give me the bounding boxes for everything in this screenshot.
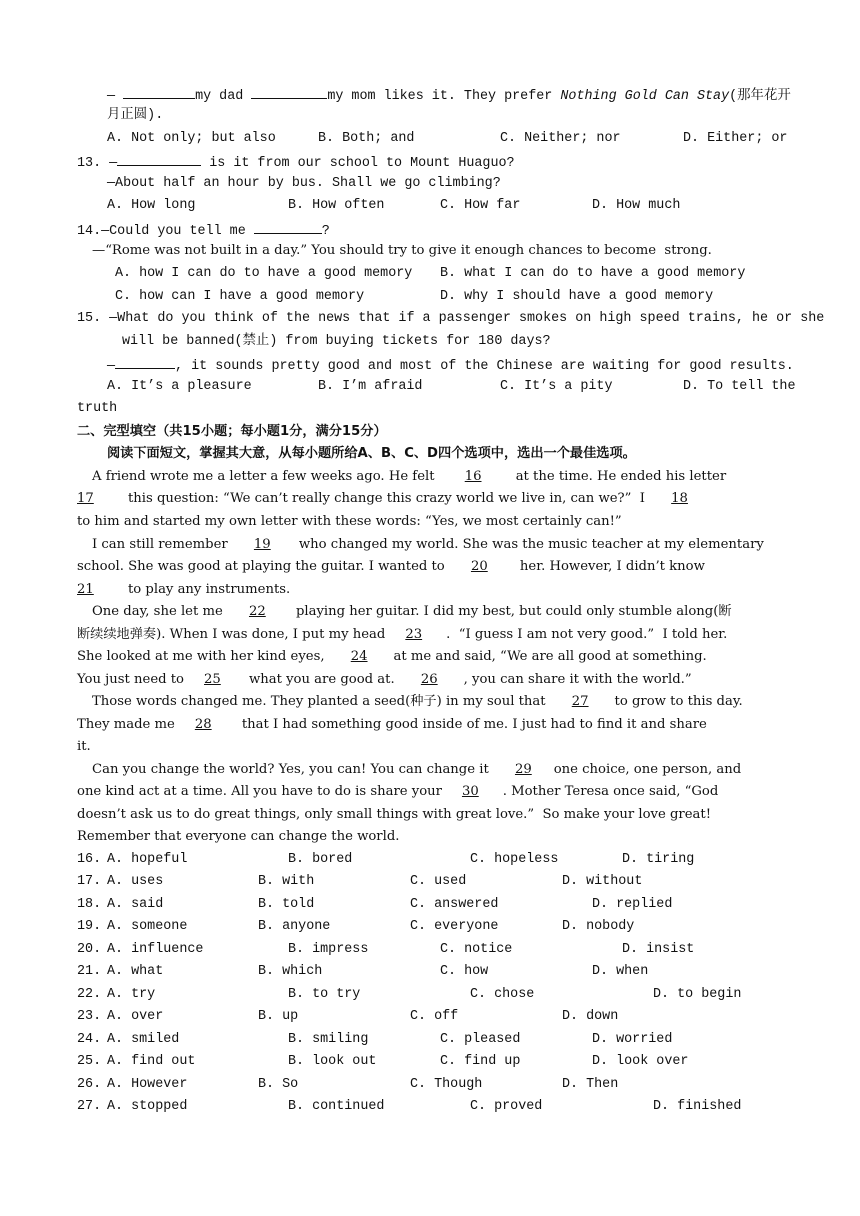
option-b: B. told	[258, 897, 315, 912]
option-a: A. stopped	[107, 1099, 188, 1114]
answer-blank	[123, 84, 195, 99]
text-span: Can you change the world? Yes, you can! You can change it	[92, 762, 493, 777]
q13-option-a: A. How long	[107, 198, 196, 213]
text-span: this question: “We can’t really change this crazy world we live in, can we?” I	[123, 491, 650, 506]
option-b: B. impress	[288, 942, 369, 957]
option-number: 26.	[77, 1077, 102, 1092]
option-a: A. However	[107, 1077, 188, 1092]
text-span: playing her guitar. I did my best, but could only stumble along(断	[291, 604, 732, 619]
blank-27: 27	[571, 694, 589, 709]
passage-p2-line2	[77, 557, 705, 577]
q15-line2: will be banned(禁止) from buying tickets for 180 days?	[122, 334, 551, 349]
option-d: D. without	[562, 874, 643, 889]
text-span: A friend wrote me a letter a few weeks ago. He felt	[92, 469, 439, 484]
option-d: D. worried	[592, 1032, 673, 1047]
option-d: D. Then	[562, 1077, 619, 1092]
text-span: They made me	[77, 717, 175, 732]
option-d: D. nobody	[562, 919, 635, 934]
option-c: C. hopeless	[470, 852, 559, 867]
option-d: D. tiring	[622, 852, 695, 867]
answer-blank	[254, 219, 322, 234]
option-b: B. anyone	[258, 919, 331, 934]
blank-21: 21	[77, 582, 94, 597]
passage-p1-line2	[77, 489, 688, 509]
text-span: her. However, I didn’t know	[515, 559, 705, 574]
blank-22: 22	[248, 604, 266, 619]
option-number: 18.	[77, 897, 102, 912]
q14-option-a: A. how I can do to have a good memory	[115, 266, 413, 281]
q12-option-d: D. Either; or	[683, 131, 788, 146]
passage-p3-line3	[77, 647, 707, 667]
option-a: A. influence	[107, 942, 204, 957]
text-span: at the time. He ended his letter	[511, 469, 727, 484]
film-title: Nothing Gold Can Stay	[560, 89, 730, 104]
blank-24: 24	[350, 649, 368, 664]
blank-30: 30	[461, 784, 479, 799]
q14-option-d: D. why I should have a good memory	[440, 289, 714, 304]
blank-18: 18	[671, 491, 688, 506]
text-span: who changed my world. She was the music teacher at my elementary	[294, 537, 764, 552]
text-span: to play any instruments.	[123, 582, 291, 597]
blank-23: 23	[405, 627, 423, 642]
option-d: D. insist	[622, 942, 695, 957]
passage-p4-line1	[92, 692, 743, 712]
option-c: C. off	[410, 1009, 459, 1024]
q15-line1: 15. —What do you think of the news that if a passenger smokes on high speed trains, he or she	[77, 311, 825, 326]
blank-25: 25	[204, 672, 221, 687]
text-span: at me and said, “We are all good at something.	[393, 649, 707, 664]
option-d: D. when	[592, 964, 649, 979]
q14-option-c: C. how can I have a good memory	[115, 289, 365, 304]
option-number: 20.	[77, 942, 102, 957]
passage-p5-line3: doesn’t ask us to do great things, only small things with great love.” So make your love great!	[77, 807, 711, 822]
answer-blank	[117, 151, 201, 166]
blank-29: 29	[514, 762, 532, 777]
option-c: C. how	[440, 964, 489, 979]
q12-option-a: A. Not only; but also	[107, 131, 276, 146]
q13-option-d: D. How much	[592, 198, 681, 213]
blank-28: 28	[194, 717, 212, 732]
option-a: A. over	[107, 1009, 164, 1024]
text-span: She looked at me with her kind eyes,	[77, 649, 329, 664]
option-c: C. everyone	[410, 919, 499, 934]
option-c: C. used	[410, 874, 467, 889]
dash: —	[107, 359, 116, 374]
q15-option-a: A. It’s a pleasure	[107, 379, 252, 394]
q12-option-b: B. Both; and	[318, 131, 415, 146]
q15-option-c: C. It’s a pity	[500, 379, 613, 394]
option-b: B. So	[258, 1077, 299, 1092]
passage-p2-line3	[77, 580, 290, 600]
passage-p3-line4	[77, 670, 692, 690]
text-span: ?	[321, 224, 330, 239]
option-number: 21.	[77, 964, 102, 979]
passage-p1-line3: to him and started my own letter with these words: “Yes, we most certainly can!”	[77, 514, 622, 529]
q13-line1	[77, 151, 515, 174]
passage-p5-line1	[92, 760, 741, 780]
text-span: (那年花开	[729, 89, 791, 104]
question-number: 13. —	[77, 156, 118, 171]
passage-p2-line1	[92, 535, 764, 555]
option-c: C. notice	[440, 942, 513, 957]
q12-line2: 月正圆).	[107, 108, 164, 123]
section-heading: 二、完型填空（共15小题；每小题1分，满分15分）	[77, 424, 387, 439]
text-span: You just need to	[77, 672, 184, 687]
option-c: C. chose	[470, 987, 535, 1002]
text-span: Those words changed me. They planted a seed(种子) in my soul that	[92, 694, 550, 709]
q15-line3	[107, 354, 794, 377]
q14-line1	[77, 219, 330, 242]
option-c: C. Though	[410, 1077, 483, 1092]
dash: —	[107, 89, 124, 104]
option-number: 22.	[77, 987, 102, 1002]
option-a: A. said	[107, 897, 164, 912]
option-number: 19.	[77, 919, 102, 934]
text-span: one choice, one person, and	[553, 762, 742, 777]
text-span: , you can share it with the world.”	[463, 672, 692, 687]
text-span: . Mother Teresa once said, “God	[502, 784, 719, 799]
option-number: 27.	[77, 1099, 102, 1114]
option-d: D. finished	[653, 1099, 742, 1114]
option-a: A. someone	[107, 919, 188, 934]
blank-20: 20	[470, 559, 488, 574]
passage-p3-line1	[92, 602, 732, 622]
option-c: C. pleased	[440, 1032, 521, 1047]
blank-19: 19	[253, 537, 271, 552]
option-b: B. look out	[288, 1054, 377, 1069]
q15-option-d: D. To tell the	[683, 379, 796, 394]
option-c: C. find up	[440, 1054, 521, 1069]
option-a: A. uses	[107, 874, 164, 889]
option-c: C. proved	[470, 1099, 543, 1114]
option-number: 24.	[77, 1032, 102, 1047]
option-number: 25.	[77, 1054, 102, 1069]
q15-option-b: B. I’m afraid	[318, 379, 423, 394]
option-a: A. what	[107, 964, 164, 979]
blank-16: 16	[464, 469, 482, 484]
q12-line1	[107, 84, 791, 107]
passage-p5-line2	[77, 782, 718, 802]
option-d: D. down	[562, 1009, 619, 1024]
text-span: my mom likes it. They prefer	[327, 89, 561, 104]
option-a: A. find out	[107, 1054, 196, 1069]
text-span: , it sounds pretty good and most of the Chinese are waiting for good results.	[175, 359, 794, 374]
passage-p4-line3: it.	[77, 739, 91, 754]
text-span: I can still remember	[92, 537, 232, 552]
text-span: one kind act at a time. All you have to do is share your	[77, 784, 442, 799]
passage-p5-line4: Remember that everyone can change the world.	[77, 829, 400, 844]
option-a: A. hopeful	[107, 852, 188, 867]
text-span: that I had something good inside of me. I just had to find it and share	[237, 717, 707, 732]
section-instruction: 阅读下面短文，掌握其大意，从每小题所给A、B、C、D四个选项中，选出一个最佳选项。	[107, 446, 636, 461]
option-a: A. smiled	[107, 1032, 180, 1047]
option-b: B. to try	[288, 987, 361, 1002]
answer-blank	[251, 84, 327, 99]
option-b: B. up	[258, 1009, 299, 1024]
blank-17: 17	[77, 491, 94, 506]
q13-option-c: C. How far	[440, 198, 521, 213]
q13-option-b: B. How often	[288, 198, 385, 213]
option-d: D. to begin	[653, 987, 742, 1002]
option-b: B. with	[258, 874, 315, 889]
option-a: A. try	[107, 987, 156, 1002]
q14-line2: —“Rome was not built in a day.” You should try to give it enough chances to become strong.	[92, 243, 712, 258]
q12-option-c: C. Neither; nor	[500, 131, 621, 146]
text-span: One day, she let me	[92, 604, 227, 619]
text-span: . “I guess I am not very good.” I told her.	[446, 627, 728, 642]
blank-26: 26	[420, 672, 438, 687]
passage-p1-line1	[92, 467, 726, 487]
text-span: is it from our school to Mount Huaguo?	[201, 156, 515, 171]
option-c: C. answered	[410, 897, 499, 912]
q13-line2: —About half an hour by bus. Shall we go climbing?	[107, 176, 501, 191]
text-span: school. She was good at playing the guitar. I wanted to	[77, 559, 449, 574]
option-number: 17.	[77, 874, 102, 889]
text-span: what you are good at.	[244, 672, 399, 687]
option-b: B. bored	[288, 852, 353, 867]
option-b: B. smiling	[288, 1032, 369, 1047]
q14-option-b: B. what I can do to have a good memory	[440, 266, 746, 281]
option-number: 16.	[77, 852, 102, 867]
option-number: 23.	[77, 1009, 102, 1024]
question-text: 14.—Could you tell me	[77, 224, 254, 239]
text-span: my dad	[195, 89, 252, 104]
option-b: B. which	[258, 964, 323, 979]
option-d: D. look over	[592, 1054, 689, 1069]
q15-option-d-wrap: truth	[77, 401, 118, 416]
text-span: to grow to this day.	[614, 694, 743, 709]
passage-p4-line2	[77, 715, 707, 735]
option-d: D. replied	[592, 897, 673, 912]
text-span: 断续续地弹奏). When I was done, I put my head	[77, 627, 386, 642]
answer-blank	[115, 354, 175, 369]
passage-p3-line2	[77, 625, 727, 645]
option-b: B. continued	[288, 1099, 385, 1114]
